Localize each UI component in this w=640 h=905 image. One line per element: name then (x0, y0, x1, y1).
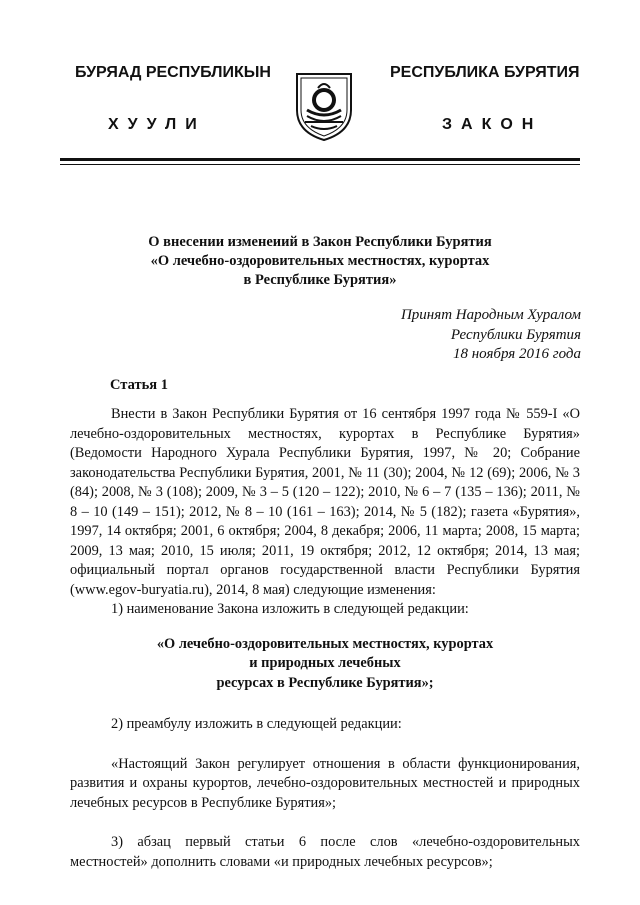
law-title (60, 233, 580, 290)
quoted-new-title (70, 635, 580, 694)
quoted-title-line: «О лечебно-оздоровительных местностях, курортах (156, 635, 494, 652)
header-left-republic: БУРЯАД РЕСПУБЛИКЫН (75, 64, 271, 81)
header-right-republic: РЕСПУБЛИКА БУРЯТИЯ (390, 64, 580, 81)
paragraph-intro: Внести в Закон Республики Бурятия от 16 сентября 1997 года № 559-I «О лечебно-оздоровительных местностях, курортах в Республике Бурятия» (Ведомости Народного Хурала Республики Бурятия, 1997, № 20; Собрание законодательства Республики Бурятия, 2001, № 11 (30); 2004, № 12 (69); 2006, № 3 (84); 2008, № 3 (108); 2009, № 3 – 5 (120 – 122); 2010, № 6 – 7 (135 – 136); 2011, № 8 – 10 (149 – 151); 2012, № 8 – 10 (161 – 163); 2014, № 5 (182); газета «Бурятия», 1997, 14 октября; 2001, 6 октября; 2004, 8 декабря; 2006, 11 марта; 2008, 15 марта; 2009, 13 мая; 2010, 15 июля; 2011, 19 октября; 2012, 12 октября; 2014, 13 мая; официальный портал органов государственной власти Республики Бурятия (www.egov-buryatia.ru), 2014, 8 мая) следующие изменения: (70, 406, 580, 598)
article-body (70, 405, 580, 872)
law-title-line: в Республике Бурятия» (243, 272, 397, 288)
adoption-line: Республики Бурятия (450, 326, 581, 343)
paragraph-item-3: 3) абзац первый статьи 6 после слов «лечебно-оздоровительных местностей» дополнить словами «и природных лечебных ресурсов»; (70, 834, 580, 870)
buryatia-coat-of-arms-icon (293, 70, 355, 142)
header-divider-thick (60, 158, 580, 161)
quoted-title-line: и природных лечебных (249, 655, 401, 671)
law-title-line: О внесении изменеиий в Закон Республики Бурятия (148, 234, 492, 250)
adoption-note (401, 306, 581, 365)
quoted-title-line: ресурсах в Республике Бурятия»; (216, 674, 434, 691)
header-left-doc-type: ХУУЛИ (108, 116, 206, 133)
header-divider-thin (60, 164, 580, 165)
article-heading: Статья 1 (110, 377, 168, 393)
adoption-line: Принят Народным Хуралом (400, 307, 581, 323)
header-right-doc-type: ЗАКОН (442, 116, 543, 133)
paragraph-item-1: 1) наименование Закона изложить в следующей редакции: (111, 601, 469, 617)
adoption-date: 18 ноября 2016 года (452, 346, 581, 362)
paragraph-preamble-quote: «Настоящий Закон регулирует отношения в области функционирования, развития и охраны курортов, лечебно-оздоровительных местностей и природных лечебных ресурсов в Республике Бурятия»; (70, 755, 580, 811)
law-title-line: «О лечебно-оздоровительных местностях, курортах (150, 253, 490, 269)
paragraph-item-2: 2) преамбулу изложить в следующей редакции: (111, 716, 402, 732)
